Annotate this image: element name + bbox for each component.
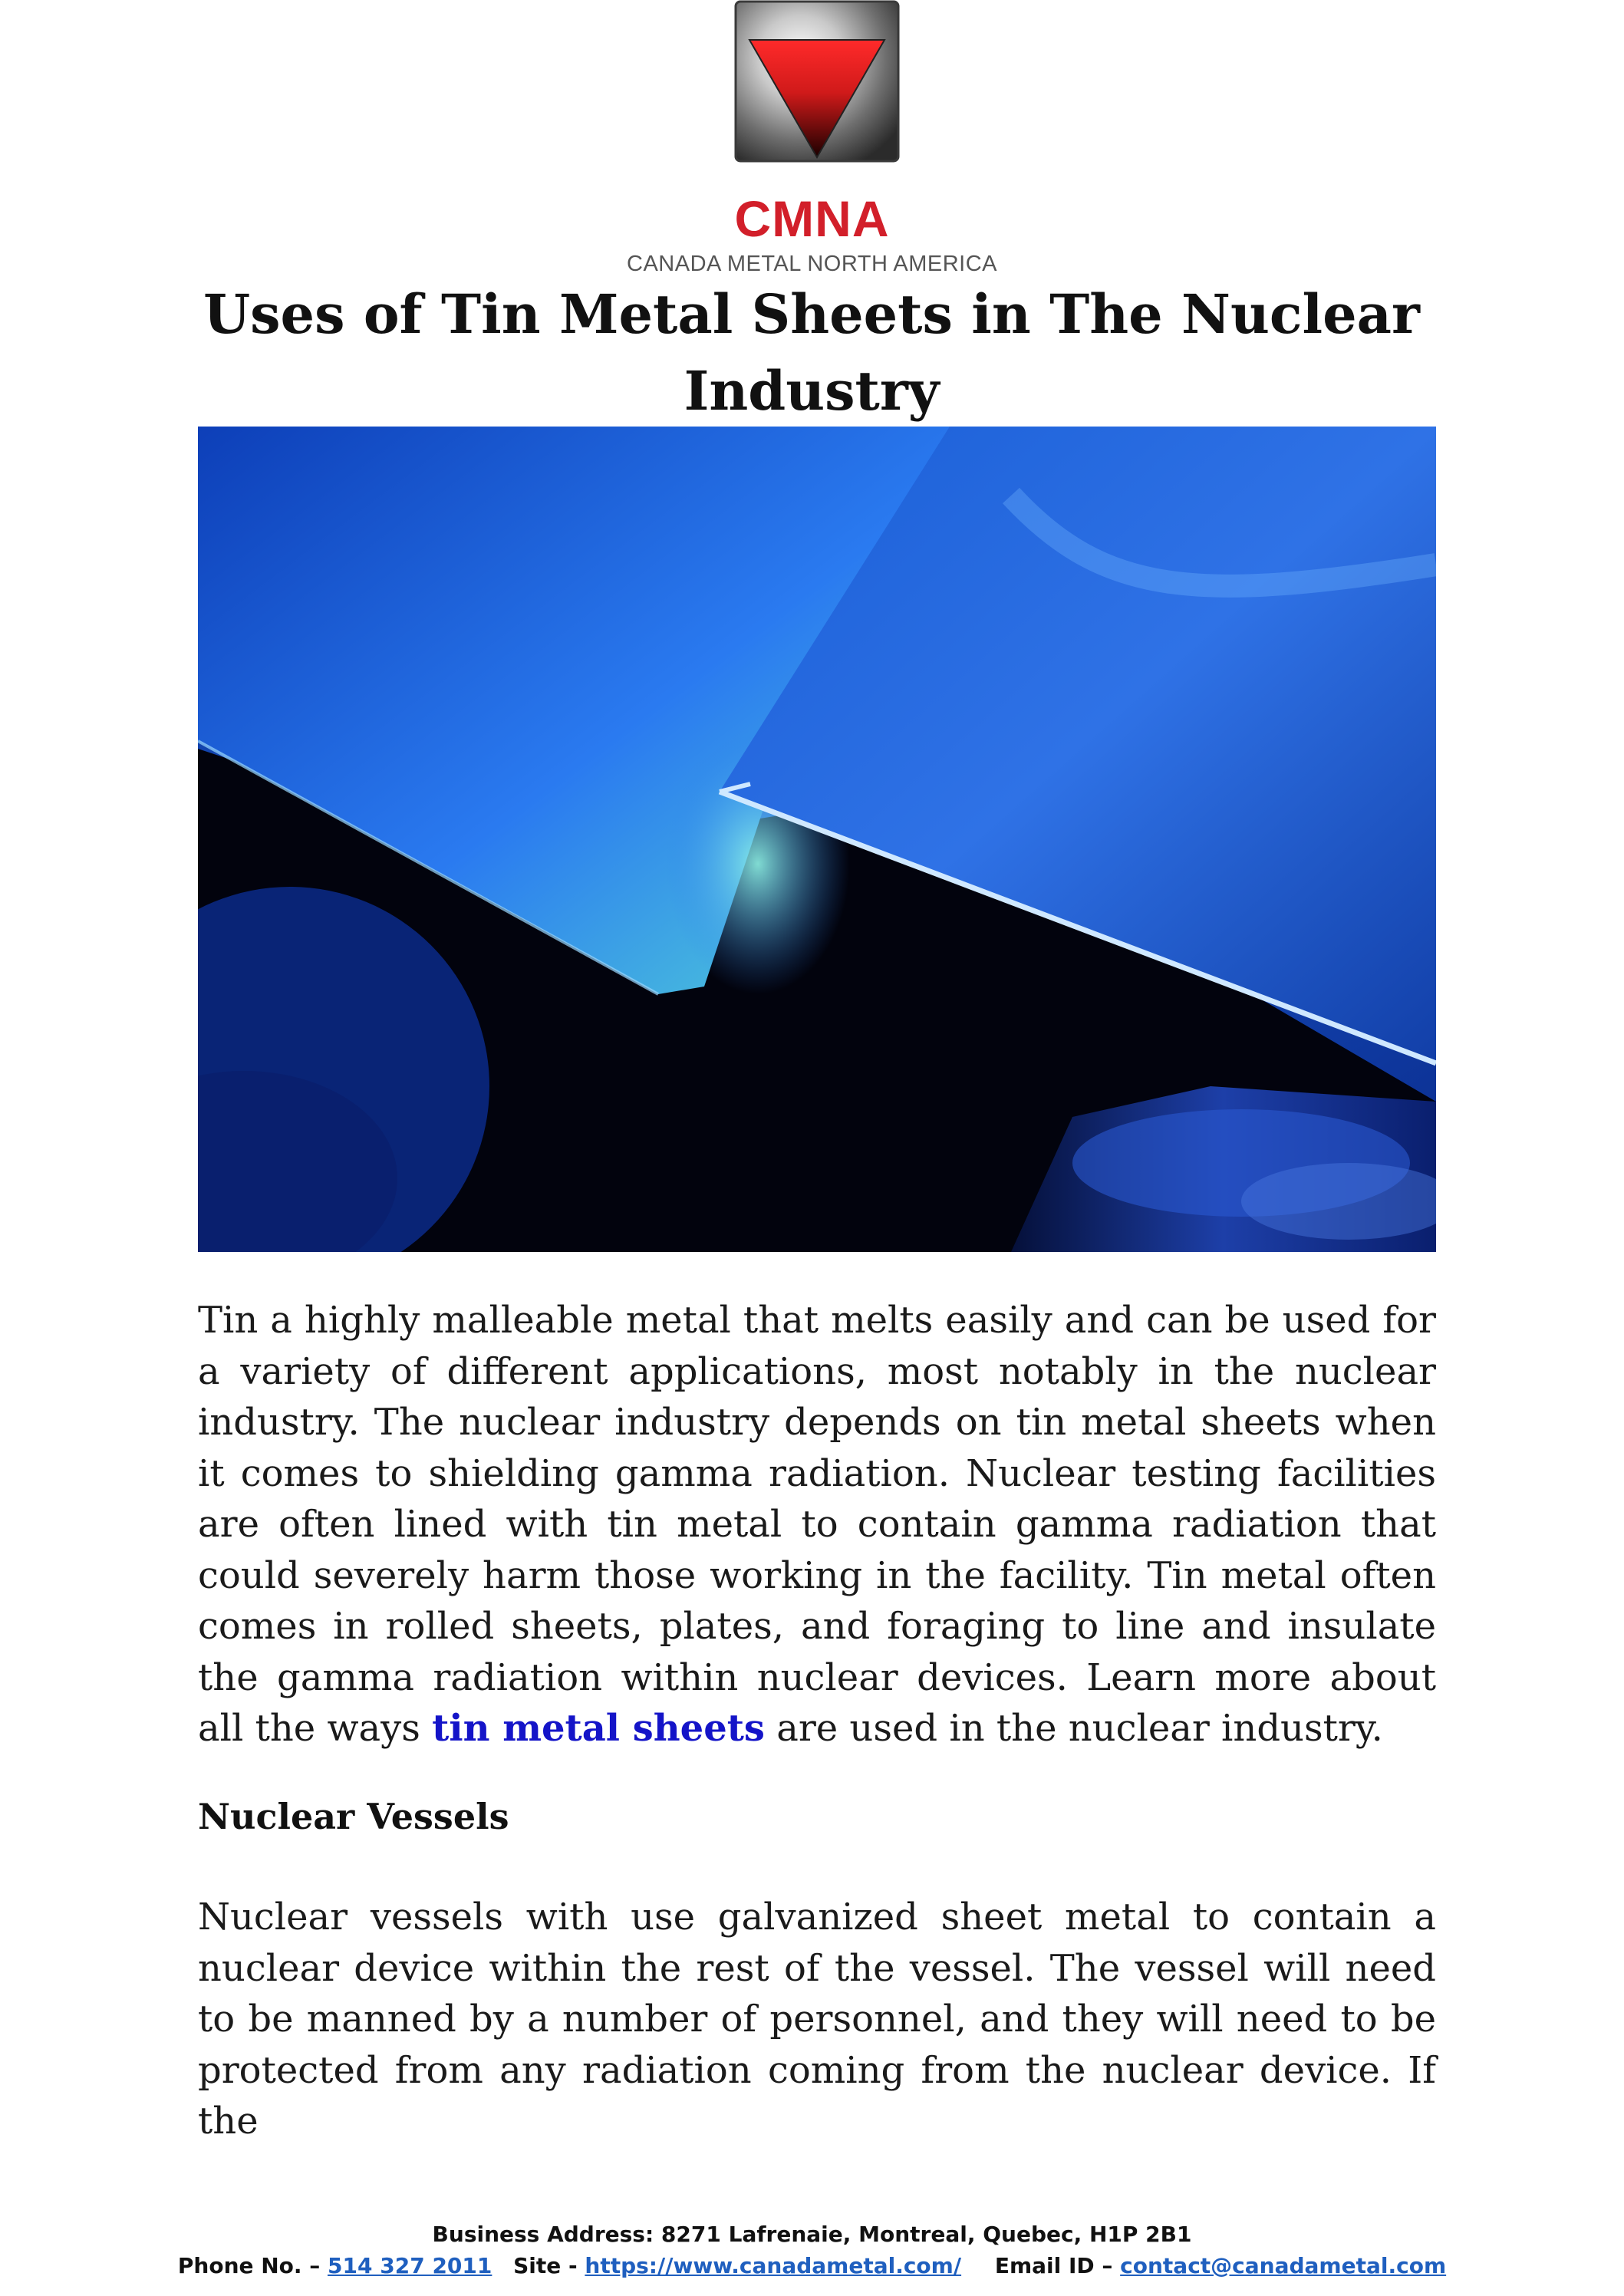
email-label: Email ID – [994, 2253, 1113, 2278]
red-triangle-emblem-icon [733, 0, 901, 165]
intro-text: Tin a highly malleable metal that melts easily and can be used for a variety of different applications, most notably in the nuclear industry. The nuclear industry depends on tin metal sheets when it comes to shielding gamma radiation. Nuclear testing facilities are often lined with tin metal to contain gamma radiation that could severely harm those working in the facility. Tin metal often comes in rolled sheets, plates, and foraging to line and insulate the gamma radiation within nuclear devices. Learn more about all the ways [198, 1299, 1436, 1750]
phone-label: Phone No. – [177, 2253, 321, 2278]
brand-subtitle: CANADA METAL NORTH AMERICA [627, 252, 997, 276]
nuclear-vessels-paragraph: Nuclear vessels with use galvanized sheet metal to contain a nuclear device within the rest of the vessel. The vessel will need to be manned by a number of personnel, and they will need to be protected from any radiation coming from the nuclear device. If the [198, 1896, 1436, 2143]
page-title: Uses of Tin Metal Sheets in The Nuclear Industry [203, 282, 1420, 423]
footer-address: Business Address: 8271 Lafrenaie, Montreal, Quebec, H1P 2B1 [432, 2222, 1192, 2247]
section-heading: Nuclear Vessels [198, 1796, 509, 1837]
phone-link[interactable]: 514 327 2011 [328, 2253, 492, 2278]
hero-image [198, 427, 1436, 1252]
footer-contacts [0, 2251, 1624, 2281]
logo-emblem [733, 0, 901, 165]
tin-metal-sheets-link[interactable]: tin metal sheets [432, 1707, 765, 1750]
intro-paragraph [198, 1295, 1436, 1754]
email-link[interactable]: contact@canadametal.com [1120, 2253, 1447, 2278]
intro-text-end: are used in the nuclear industry. [776, 1707, 1383, 1750]
site-label: Site - [513, 2253, 578, 2278]
brand-name: CMNA [734, 190, 890, 247]
site-link[interactable]: https://www.canadametal.com/ [585, 2253, 962, 2278]
